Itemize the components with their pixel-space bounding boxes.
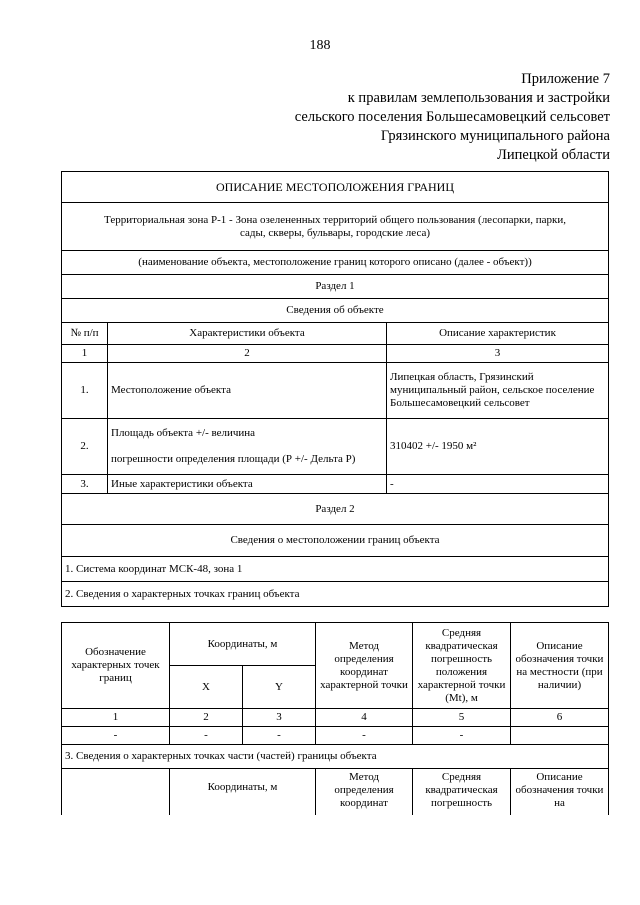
row-description: - [387,475,609,494]
dash-cell: - [170,727,243,745]
dash-cell [511,727,609,745]
column-number: 5 [413,709,511,727]
header-x: X [170,666,243,709]
header-num: № п/п [62,323,108,345]
object-name-line2: сады, скверы, бульвары, городские леса) [240,226,431,239]
dash-cell: - [62,727,170,745]
column-number: 1 [62,345,108,363]
parts-header-coordinates: Координаты, м [170,769,316,815]
dash-cell: - [316,727,413,745]
section-2-title: Сведения о местоположении границ объекта [62,525,609,557]
row-num: 2. [62,419,108,475]
header-characteristics: Характеристики объекта [108,323,387,345]
column-number: 1 [62,709,170,727]
header-y: Y [243,666,316,709]
row-characteristic: Местоположение объекта [108,363,387,419]
column-number: 2 [108,345,387,363]
row-characteristic-line1: Площадь объекта +/- величина [111,427,256,439]
appendix-header [295,70,610,165]
row-num: 3. [62,475,108,494]
parts-header-row [62,769,609,815]
row-characteristic [108,419,387,475]
object-caption: (наименование объекта, местоположение границ которого описано (далее - объект)) [62,251,609,275]
column-number: 3 [387,345,609,363]
header-description: Описание характеристик [387,323,609,345]
parts-header-error: Средняя квадратическая погрешность [413,769,511,815]
appendix-line: к правилам землепользования и застройки [347,90,610,106]
points-table [61,622,609,815]
section-1-title: Сведения об объекте [62,299,609,323]
appendix-line: сельского поселения Большесамовецкий сельсовет [294,109,610,125]
appendix-line: Грязинского муниципального района [380,128,610,144]
coordinate-system: 1. Система координат МСК-48, зона 1 [62,557,609,582]
page-number: 188 [309,38,331,53]
row-description: 310402 +/- 1950 м² [387,419,609,475]
header-error: Средняя квадратическая погрешность положения характерной точки (Mt), м [413,623,511,709]
row-characteristic-line2: погрешности определения площади (Р +/- Дельта Р) [111,453,356,465]
object-name [62,203,609,251]
object-name-line1: Территориальная зона Р-1 - Зона озелененных территорий общего пользования (лесопарки, парки, [104,213,566,226]
dash-cell: - [243,727,316,745]
document-title: ОПИСАНИЕ МЕСТОПОЛОЖЕНИЯ ГРАНИЦ [62,172,609,203]
boundary-description-table [61,171,609,607]
row-num: 1. [62,363,108,419]
parts-header-method: Метод определения координат [316,769,413,815]
column-number: 2 [170,709,243,727]
column-number: 3 [243,709,316,727]
header-method: Метод определения координат характерной точки [316,623,413,709]
header-coordinates: Координаты, м [170,623,316,666]
table-row [62,363,609,419]
row-description: Липецкая область, Грязинский муниципальный район, сельское поселение Большесамовецкий сельсовет [387,363,609,419]
column-number: 4 [316,709,413,727]
parts-header-blank [62,769,170,815]
section-2-label: Раздел 2 [62,494,609,525]
table-row [62,419,609,475]
column-number: 6 [511,709,609,727]
table-row [62,727,609,745]
points-heading: 2. Сведения о характерных точках границ объекта [62,582,609,607]
header-point-designation: Обозначение характерных точек границ [62,623,170,709]
row-characteristic: Иные характеристики объекта [108,475,387,494]
appendix-line: Липецкой области [497,147,610,163]
dash-cell: - [413,727,511,745]
parts-heading: 3. Сведения о характерных точках части (частей) границы объекта [62,745,609,769]
header-point-description: Описание обозначения точки на местности (при наличии) [511,623,609,709]
parts-header-description: Описание обозначения точки на [511,769,609,815]
section-1-label: Раздел 1 [62,275,609,299]
appendix-line: Приложение 7 [521,71,610,87]
table-row [62,475,609,494]
